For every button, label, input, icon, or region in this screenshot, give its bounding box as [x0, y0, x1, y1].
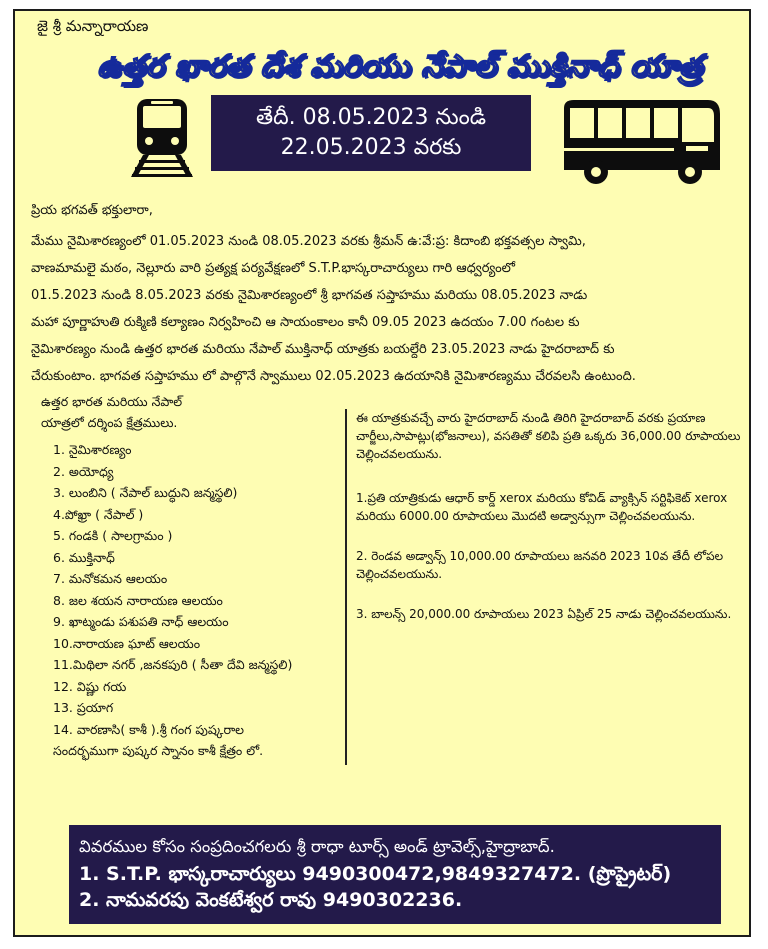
contact-heading: వివరముల కోసం సంప్రదించగలరు శ్రీ రాధా టూర్స్ అండ్ ట్రావెల్స్,హైద్రాబాద్. [79, 837, 555, 856]
list-item: 13. ప్రయాగ [53, 700, 114, 715]
intro-letter [31, 197, 743, 390]
total-charge-note: ఈ యాత్రకువచ్చే వారు హైదరాబాద్ నుండి తిరిగి హైదరాబాద్ వరకు ప్రయాణ చార్జీలు,సాపాట్లు(భోజనాలు), వసతితో కలిపి ప్రతి ఒక్కరు 36,000.00 రూపాయలు చెల్లించవలయును. [356, 411, 741, 461]
intro-line: వాణమామలై మఠం, నెల్లూరు వారి ప్రత్యక్ష పర్యవేక్షణలో S.T.P.భాస్కరాచార్యులు గారి ఆధ్వర్యంలో [31, 261, 516, 276]
list-item: 6. ముక్తినాధ్ [53, 549, 115, 565]
list-item: 3. లుంబిని ( నేపాల్ బుద్ధుని జన్మస్థలి) [53, 485, 238, 500]
intro-line: మేము నైమిశారణ్యంలో 01.05.2023 నుండి 08.05.2023 వరకు శ్రీమన్ ఉ:వే:ప్ర: కిదాంబి భక్తవత్సల స్వామి, [31, 234, 586, 249]
intro-line: నైమిశారణ్యం నుండి ఉత్తర భారత మరియు నేపాల్ ముక్తినాధ్ యాత్రకు బయల్దేరి 23.05.2023 నాడు హైదరాబాద్ కు [31, 342, 615, 357]
list-item: 10.నారాయణ ఘాట్ ఆలయం [53, 635, 201, 651]
balance-note: 3. బాలన్స్ 20,000.00 రూపాయలు 2023 ఏప్రిల్ 25 నాడు చెల్లించవలయును. [356, 607, 732, 621]
date-from: తేదీ. 08.05.2023 నుండి [255, 105, 487, 130]
list-item: సందర్భముగా పుష్కర స్నానం కాశీ క్షేత్రం లో. [53, 743, 264, 758]
intro-line: మహా పూర్ణాహుతి రుక్మిణి కల్యాణం నిర్వహించి ఆ సాయంకాలం కానీ 09.05 2023 ఉదయం 7.00 గంటల కు [31, 315, 580, 330]
places-heading-line1: ఉత్తర భారత మరియు నేపాల్ [41, 394, 183, 409]
page-title: ఉత్తర భారత దేశ మరియు నేపాల్ ముక్తినాధ్ యాత్ర [97, 49, 703, 84]
greeting: ప్రియ భగవత్ భక్తులారా, [31, 203, 153, 218]
list-item: 7. మనోకమన ఆలయం [53, 571, 168, 586]
contact-person-1: 1. S.T.P. భాస్కరాచార్యులు 9490300472,9849327472. (ప్రొప్రైటర్) [79, 863, 672, 885]
first-advance-note: 1.ప్రతి యాత్రికుడు ఆధార్ కార్డ్ xerox మరియు కోవిడ్ వ్యాక్సిన్ సర్టిఫికెట్ xerox మరియు 6000.00 రూపాయలు మొదటి అడ్వాన్సుగా చెల్లించవలయును. [356, 491, 728, 523]
list-item: 8. జల శయన నారాయణ ఆలయం [53, 592, 223, 608]
list-item: 2. అయోధ్య [53, 463, 114, 479]
list-item: 14. వారణాసి( కాశీ ).శ్రీ గంగ పుష్కరాల [53, 721, 245, 737]
places-list-section [41, 391, 341, 762]
train-icon [131, 97, 193, 181]
contact-person-2: 2. నామవరపు వెంకటేశ్వర రావు 9490302236. [79, 889, 463, 911]
contact-box [69, 825, 721, 924]
date-to: 22.05.2023 వరకు [280, 135, 462, 160]
payment-details [356, 409, 746, 645]
list-item: 11.మిథిలా నగర్ ,జనకపురి ( సీతా దేవి జన్మస్థలి) [53, 657, 293, 672]
intro-line: చేరుకుంటాం. భాగవత సప్తాహము లో పాల్గొనే స్వాములు 02.05.2023 ఉదయానికి నైమిశారణ్యము చేరవలసి ఉంటుంది. [31, 369, 636, 384]
list-item: 4.పోఖ్రా ( నేపాల్ ) [53, 506, 144, 522]
list-item: 12. విష్ణు గయ [53, 678, 127, 694]
list-item: 9. ఖాట్మండు పశుపతి నాధ్ ఆలయం [53, 614, 229, 629]
bus-icon [558, 98, 723, 186]
second-advance-note: 2. రెండవ అడ్వాన్స్ 10,000.00 రూపాయలు జనవరి 2023 10వ తేదీ లోపల చెల్లించవలయును. [356, 549, 724, 581]
column-divider [345, 409, 347, 765]
intro-line: 01.5.2023 నుండి 8.05.2023 వరకు నైమిశారణ్యంలో శ్రీ భాగవత సప్తాహము మరియు 08.05.2023 నాడు [31, 288, 588, 303]
places-list [53, 439, 341, 762]
date-banner [211, 95, 531, 171]
list-item: 1. నైమిశారణ్యం [53, 442, 132, 457]
places-heading-line2: యాత్రలో దర్శింప క్షేత్రములు. [41, 415, 178, 430]
list-item: 5. గండకి ( సాలగ్రామం ) [53, 528, 173, 543]
invocation-text: జై శ్రీ మన్నారాయణ [37, 17, 149, 35]
brochure-page [13, 9, 751, 937]
